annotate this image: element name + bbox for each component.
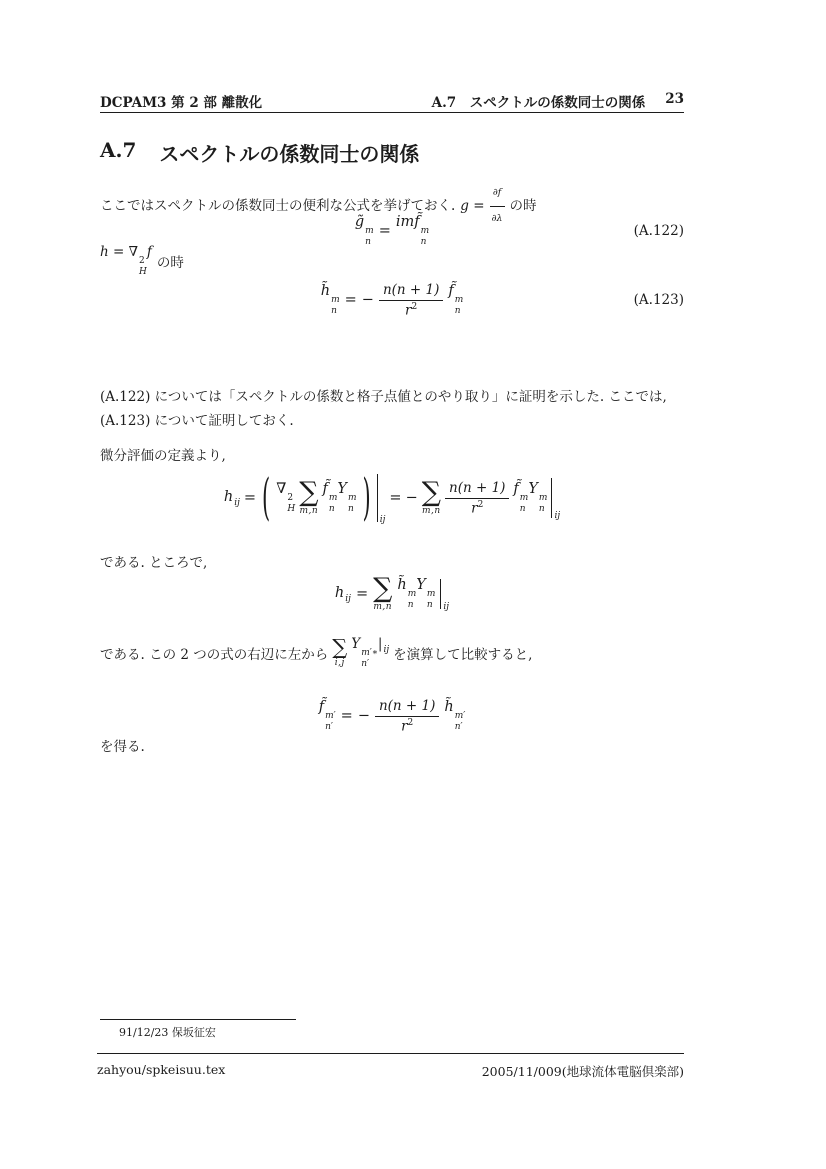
eqbig-fY-2: f̃ m n Y m n [513,481,548,514]
sum-ij-inline: ∑ i,j [332,635,348,668]
page-footer [97,1062,684,1080]
eqspec-lhs: $h_{ij}$ [334,584,351,604]
eqfinal-minus: − [357,708,370,724]
condition-laplacian [100,244,684,277]
eval-bar-2: ij [551,478,560,518]
eqbig-minus: − [405,490,418,506]
footer-rule [97,1053,684,1054]
header-left-title: DCPAM3 第 2 部 離散化 [100,95,263,111]
eq122-equals: = [378,223,391,239]
inline-math-g: g = [460,198,485,214]
header-section-title: A.7 スペクトルの係数同士の関係 [431,95,646,111]
eqbig-equals1: = [243,490,257,506]
paragraph-conclusion: を得る. [100,739,145,755]
eqbig-fY-1: f̃ m n Y m n [322,481,357,514]
paragraph-compare [100,632,684,674]
footnote-text: 91/12/23 保坂征宏 [119,1026,216,1039]
nabla-symbol: ∇ [128,244,139,261]
eq123-label: (A.123) [633,292,684,308]
eq123-minus: − [361,292,374,308]
eqbig-nabla: ∇ 2 H [276,481,296,514]
cond2-tail: の時 [156,255,184,271]
sum-mn-1: ∑ m,n [299,477,319,516]
intro-text: ここではスペクトルの係数同士の便利な公式を挙げておく. [100,198,456,214]
paragraph-dearu-tokorode: である. ところで, [100,555,208,571]
eq123-equals: = [344,292,357,308]
eq123-rhs: f̃ m n [448,283,464,316]
eq122-lhs: g̃ m n [354,214,374,247]
eqbig-fraction: $\frac{n(n + 1)}{r^2}$ [445,480,509,517]
header-rule [100,112,684,113]
equation-A122 [100,214,684,247]
compare-operator: Y m′∗ n′ $|_{ij}$ [351,636,390,669]
eq122-label: (A.122) [633,223,684,239]
right-paren: ) [362,468,371,526]
eq123-lhs: h̃ m n [320,283,340,316]
inline-fraction-dfdl: $\frac{\partial f}{\partial\lambda}$ [490,181,505,231]
eqfinal-fraction: $\frac{n(n + 1)}{r^2}$ [375,698,439,735]
paragraph-proof-intro [100,385,684,433]
equation-spectral-expansion [100,570,684,618]
eq122-rhs: imf̃ m n [395,214,430,247]
compare-post: を演算して比較すると, [393,647,533,663]
eqspec-hY: h̃ m n Y m n [397,577,436,610]
equation-derivative-evaluation [100,467,684,529]
page-header [100,91,684,111]
eqspec-equals: = [355,586,369,602]
compare-pre: である. この 2 つの式の右辺に左から [100,647,329,663]
eqfinal-rhs: h̃ m′ n′ [444,699,466,732]
cond2-lhs: h = ∇ 2 H f [100,244,152,277]
intro-tail: の時 [509,198,537,214]
eqbig-lhs: $h_{ij}$ [223,488,240,508]
eval-bar-3: ij [440,579,449,609]
equation-A123 [100,276,684,324]
section-title-text: スペクトルの係数同士の関係 [159,142,420,166]
footer-date-credit: 2005/11/009(地球流体電脳倶楽部) [481,1064,684,1079]
page-number: 23 [665,91,684,107]
eqfinal-equals: = [340,708,353,724]
sum-mn-2: ∑ m,n [421,477,442,516]
sum-mn-3: ∑ m,n [373,573,393,612]
proof-intro-line2: (A.123) について証明しておく. [100,413,294,429]
eval-bar-1: ij [377,474,386,522]
footer-filename: zahyou/spkeisuu.tex [97,1062,226,1077]
paragraph-derivative-definition: 微分評価の定義より, [100,448,226,464]
eqbig-equals2: = [389,490,402,506]
equation-final [100,692,684,740]
section-number: A.7 [100,138,137,162]
section-heading [100,138,419,167]
footnote-rule [100,1019,296,1020]
proof-intro-line1: (A.122) については「スペクトルの係数と格子点値とのやり取り」に証明を示した. ここでは, [100,389,667,405]
eq123-fraction: $\frac{n(n + 1)}{r^2}$ [379,282,443,319]
left-paren: ( [262,468,271,526]
eqfinal-lhs: f̃ m′ n′ [318,699,336,732]
header-right [432,91,684,111]
